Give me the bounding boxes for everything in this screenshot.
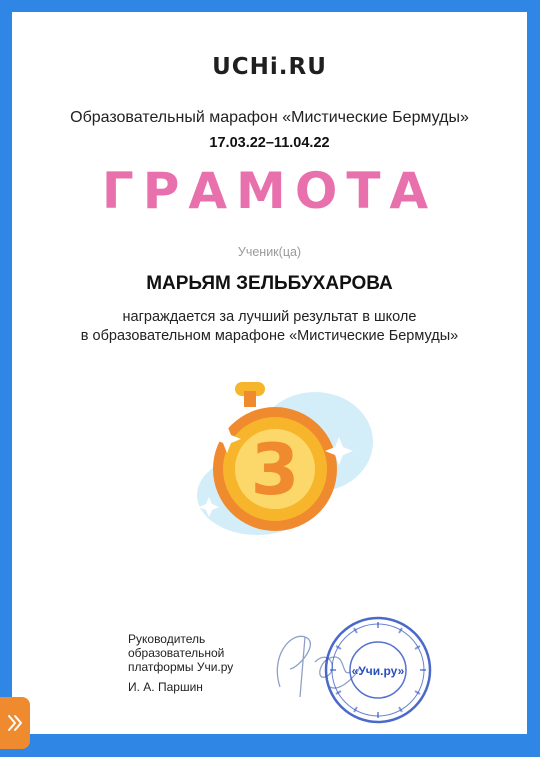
certificate-sheet (12, 12, 527, 734)
certificate-title: ГРАМОТА (101, 162, 438, 220)
third-place-medal-icon (187, 377, 387, 547)
award-text (12, 308, 527, 346)
event-title: Образовательный марафон «Мистические Бермуды» (70, 109, 469, 126)
signer-title-line-1: Руководитель (128, 632, 206, 646)
uchi-logo: UCHi.RU (212, 54, 327, 80)
award-line-1: награждается за лучший результат в школе (122, 309, 417, 325)
expand-side-button[interactable] (0, 697, 30, 749)
stamp-text: «Учи.ру» (351, 664, 405, 678)
event-dates: 17.03.22–11.04.22 (209, 135, 330, 151)
award-line-2: в образовательном марафоне «Мистические Бермуды» (80, 328, 459, 344)
medal-number: 3 (250, 429, 300, 511)
recipient-role: Ученик(ца) (237, 245, 302, 259)
recipient-name: МАРЬЯМ ЗЕЛЬБУХАРОВА (146, 273, 393, 294)
signer-title-line-2: образовательной (128, 646, 225, 660)
double-chevron-right-icon (0, 697, 30, 749)
medal-stem (244, 391, 256, 407)
signer-name: И. А. Паршин (128, 680, 203, 694)
signer-title (128, 632, 233, 674)
organization-stamp (322, 614, 434, 726)
signer-title-line-3: платформы Учи.ру (128, 660, 234, 674)
